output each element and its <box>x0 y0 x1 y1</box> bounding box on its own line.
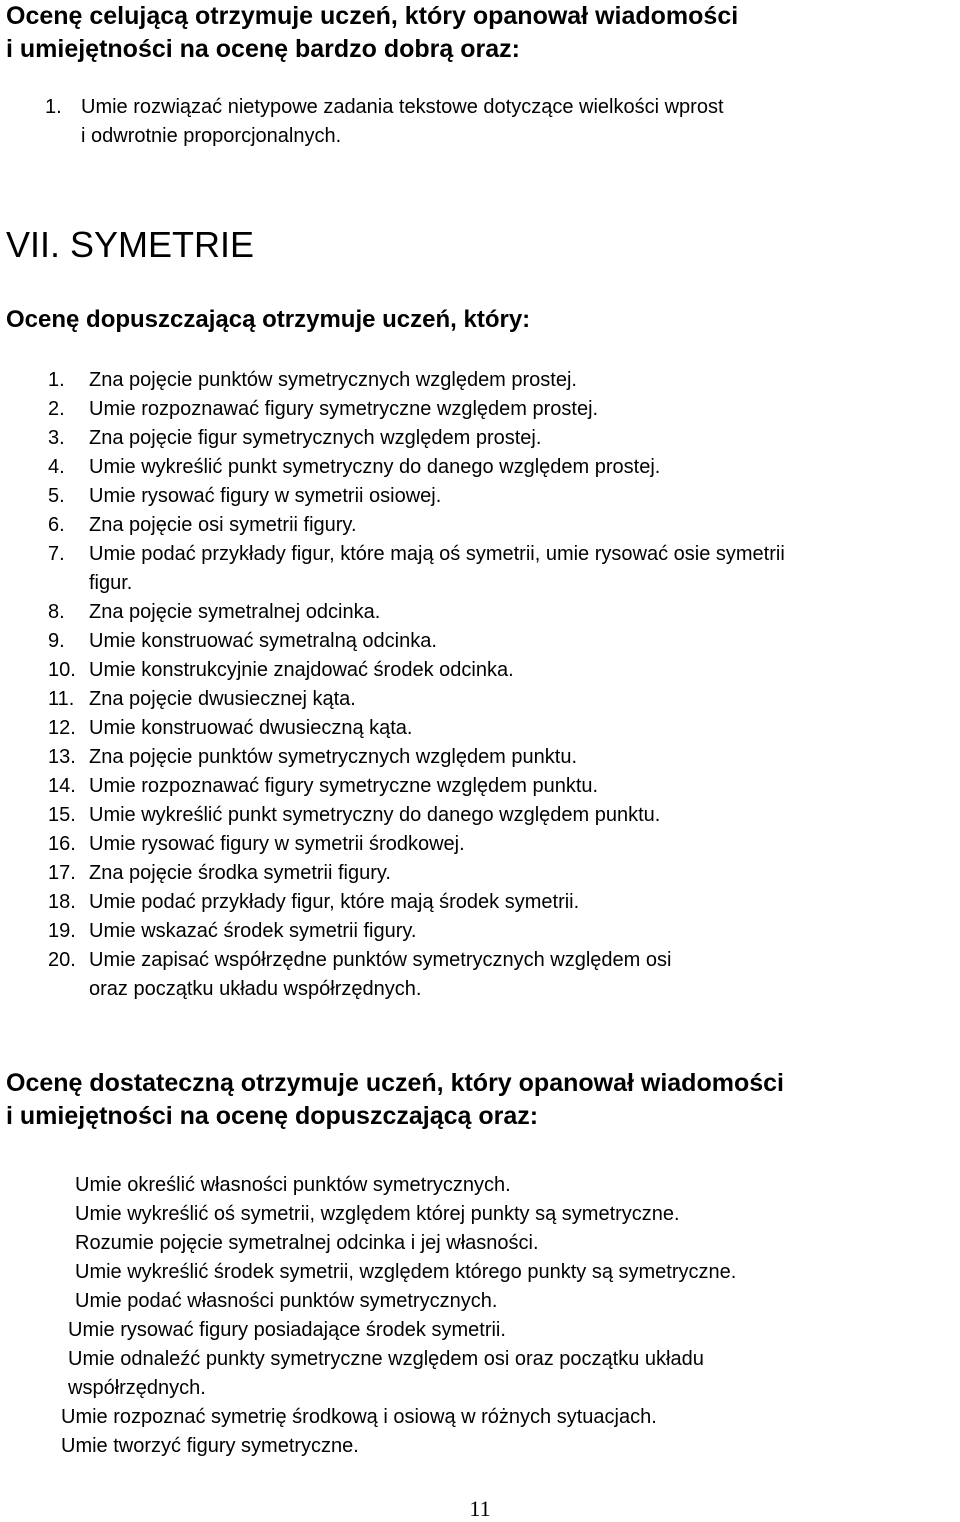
item-text: Umie określić własności punktów symetrycznych. <box>75 1174 511 1196</box>
item-number: 11. <box>48 688 75 710</box>
item-text: Umie wykreślić punkt symetryczny do danego względem punktu. <box>89 804 661 826</box>
list-item <box>48 598 785 627</box>
item-text: Umie rozpoznawać figury symetryczne względem punktu. <box>89 775 599 797</box>
list-item <box>0 1229 736 1258</box>
list-item <box>48 888 785 917</box>
list-item <box>48 743 785 772</box>
item-number: 16. <box>48 833 76 855</box>
item-number: 20. <box>48 949 76 971</box>
list-item <box>0 1432 736 1461</box>
list-item <box>48 366 785 395</box>
list-item <box>48 917 785 946</box>
item-number: 2. <box>48 398 65 420</box>
heading-dopuszczajaca: Ocenę dopuszczającą otrzymuje uczeń, który: <box>6 306 531 333</box>
item-text: Zna pojęcie dwusiecznej kąta. <box>89 688 356 710</box>
item-number: 4. <box>48 456 65 478</box>
item-text: Umie podać przykłady figur, które mają środek symetrii. <box>89 891 580 913</box>
heading-dostateczna-line1: Ocenę dostateczną otrzymuje uczeń, który opanował wiadomości <box>6 1069 784 1097</box>
item-text: Umie wykreślić środek symetrii, względem którego punkty są symetryczne. <box>75 1261 737 1283</box>
item-number: 17. <box>48 862 76 884</box>
item-text: Umie konstruować symetralną odcinka. <box>89 630 437 652</box>
item-text: Umie wskazać środek symetrii figury. <box>89 920 417 942</box>
list-item <box>48 859 785 888</box>
item-number: 15. <box>48 804 76 826</box>
item-text: Zna pojęcie figur symetrycznych względem prostej. <box>89 427 542 449</box>
list-item <box>48 482 785 511</box>
list-item <box>0 1316 736 1345</box>
item-number: 9. <box>48 630 65 652</box>
item-text: Rozumie pojęcie symetralnej odcinka i jej własności. <box>75 1232 539 1254</box>
item-text: Umie rozpoznać symetrię środkową i osiową w różnych sytuacjach. <box>61 1406 657 1428</box>
item-text: Umie wykreślić punkt symetryczny do danego względem prostej. <box>89 456 661 478</box>
heading-dostateczna-line2: i umiejętności na ocenę dopuszczającą oraz: <box>6 1102 539 1130</box>
list-item <box>45 93 724 151</box>
item-text: Zna pojęcie punktów symetrycznych względem punktu. <box>89 746 578 768</box>
item-number: 6. <box>48 514 65 536</box>
page-number: 11 <box>469 1496 491 1521</box>
item-number: 8. <box>48 601 65 623</box>
item-text: Umie rozwiązać nietypowe zadania tekstowe dotyczące wielkości wprost <box>81 96 724 118</box>
item-number: 3. <box>48 427 65 449</box>
list-item <box>48 627 785 656</box>
list-item <box>48 685 785 714</box>
item-text: Zna pojęcie punktów symetrycznych względem prostej. <box>89 369 577 391</box>
item-number: 10. <box>48 659 76 681</box>
item-text: Umie podać przykłady figur, które mają oś symetrii, umie rysować osie symetrii <box>89 543 785 565</box>
item-text: Zna pojęcie symetralnej odcinka. <box>89 601 381 623</box>
item-text: Zna pojęcie osi symetrii figury. <box>89 514 357 536</box>
item-text: oraz początku układu współrzędnych. <box>89 978 422 1000</box>
item-number: 5. <box>48 485 65 507</box>
item-text: Umie rysować figury w symetrii osiowej. <box>89 485 442 507</box>
list-item <box>48 801 785 830</box>
list-celujaca <box>45 93 724 151</box>
item-text: Umie konstrukcyjnie znajdować środek odcinka. <box>89 659 514 681</box>
list-item <box>0 1287 736 1316</box>
item-text: i odwrotnie proporcjonalnych. <box>81 125 342 147</box>
item-number: 19. <box>48 920 76 942</box>
item-number: 18. <box>48 891 76 913</box>
item-text: Umie wykreślić oś symetrii, względem której punkty są symetryczne. <box>75 1203 680 1225</box>
list-item <box>48 395 785 424</box>
item-text: Umie podać własności punktów symetrycznych. <box>75 1290 498 1312</box>
item-text: Umie tworzyć figury symetryczne. <box>61 1435 359 1457</box>
list-dostateczna <box>0 1171 736 1461</box>
list-item <box>0 1171 736 1200</box>
list-item <box>48 656 785 685</box>
list-item <box>0 1403 736 1432</box>
list-item <box>48 772 785 801</box>
item-text: Zna pojęcie środka symetrii figury. <box>89 862 391 884</box>
list-item <box>48 946 785 1004</box>
list-item <box>0 1345 736 1403</box>
list-item <box>0 1200 736 1229</box>
item-number: 1. <box>48 369 65 391</box>
item-text: Umie rozpoznawać figury symetryczne względem prostej. <box>89 398 599 420</box>
item-text: Umie rysować figury posiadające środek symetrii. <box>68 1319 506 1341</box>
item-number: 13. <box>48 746 76 768</box>
list-item <box>48 714 785 743</box>
item-text: Umie rysować figury w symetrii środkowej. <box>89 833 465 855</box>
item-number: 12. <box>48 717 76 739</box>
heading-celujaca-line1: Ocenę celującą otrzymuje uczeń, który opanował wiadomości <box>6 2 739 30</box>
item-text: współrzędnych. <box>68 1377 206 1399</box>
item-text: Umie konstruować dwusieczną kąta. <box>89 717 413 739</box>
heading-celujaca-line2: i umiejętności na ocenę bardzo dobrą oraz: <box>6 35 520 63</box>
item-text: Umie odnaleźć punkty symetryczne względem osi oraz początku układu <box>68 1348 704 1370</box>
item-text: figur. <box>89 572 133 594</box>
item-text: Umie zapisać współrzędne punktów symetrycznych względem osi <box>89 949 672 971</box>
section-title: VII. SYMETRIE <box>6 224 255 265</box>
item-number: 7. <box>48 543 65 565</box>
item-number: 14. <box>48 775 76 797</box>
list-item <box>48 540 785 598</box>
list-item <box>48 453 785 482</box>
list-item <box>48 424 785 453</box>
list-dopuszczajaca <box>48 366 785 1004</box>
heading-celujaca <box>6 0 738 66</box>
item-number: 1. <box>45 96 62 118</box>
list-item <box>48 830 785 859</box>
list-item <box>0 1258 736 1287</box>
heading-dostateczna <box>6 1067 784 1133</box>
list-item <box>48 511 785 540</box>
